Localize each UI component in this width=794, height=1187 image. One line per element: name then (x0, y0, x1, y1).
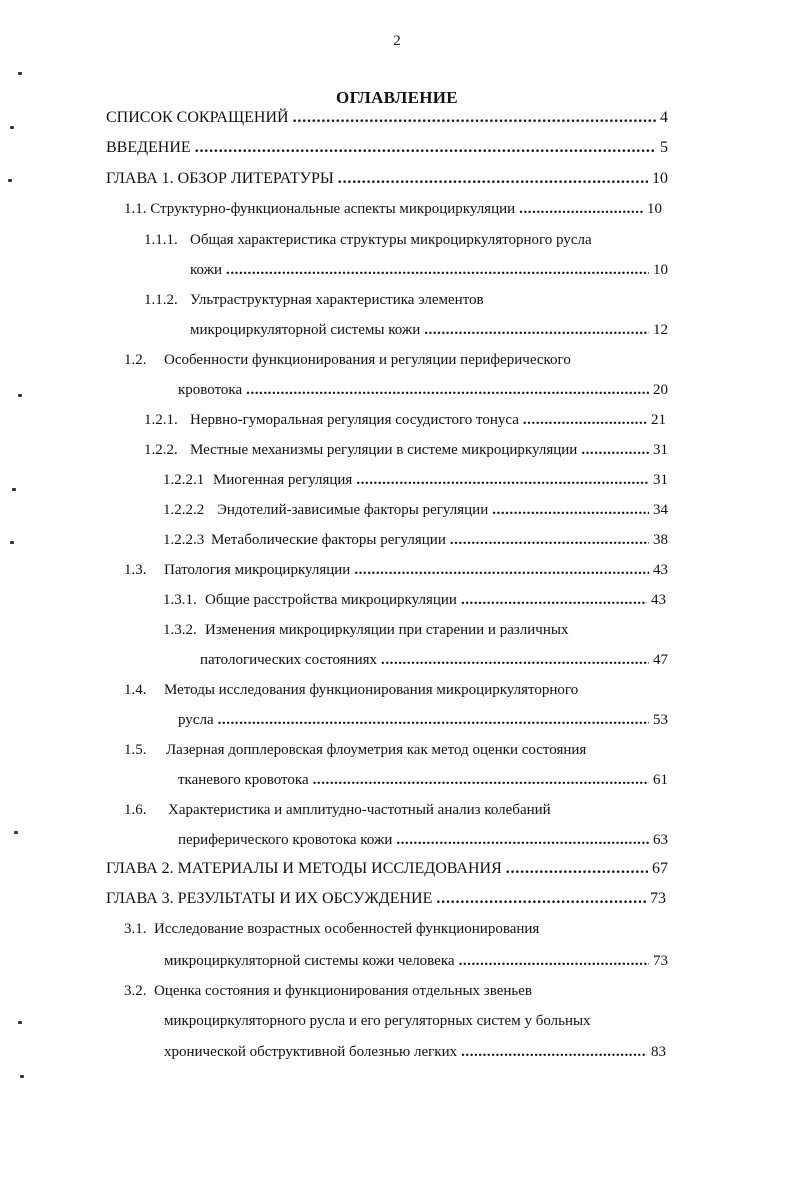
toc-entry-page: 43 (653, 562, 668, 578)
dot-leader (461, 1041, 647, 1063)
toc-entry-page: 20 (653, 382, 668, 398)
toc-entry-number: 1.4. (124, 682, 147, 698)
dot-leader (226, 259, 649, 281)
toc-entry-text: Общая характеристика структуры микроциркуляторного русла (190, 232, 592, 248)
toc-entry-text: микроциркуляторной системы кожи человека (164, 953, 455, 969)
toc-entry-text: Патология микроциркуляции (164, 562, 351, 578)
dot-leader (459, 950, 649, 972)
toc-entry-page: 31 (653, 442, 668, 458)
toc-entry-page: 73 (650, 890, 666, 907)
dot-leader (461, 589, 647, 611)
toc-entry-page: 4 (660, 109, 668, 126)
toc-entry-page: 10 (647, 201, 662, 217)
toc-entry-1-2-2-2[interactable] (163, 499, 668, 521)
toc-entry-number: 1.6. (124, 802, 147, 818)
toc-entry-text: Нервно-гуморальная регуляция сосудистого тонуса (190, 412, 519, 428)
toc-entry-number: 1.3. (124, 562, 147, 578)
toc-entry-text: Особенности функционирования и регуляции периферического (164, 352, 571, 368)
toc-entry-introduction[interactable] (106, 137, 668, 159)
toc-entry-page: 83 (651, 1044, 666, 1060)
toc-entry-chapter-1[interactable] (106, 168, 668, 190)
toc-entry-1-1-1[interactable] (190, 259, 668, 281)
toc-entry-1-5[interactable] (178, 769, 668, 791)
toc-entry-text: тканевого кровотока (178, 772, 309, 788)
toc-entry-number: 1.2. (124, 352, 147, 368)
toc-entry-text: Оценка состояния и функционирования отдельных звеньев (154, 983, 532, 999)
toc-entry-3-2[interactable] (164, 1041, 666, 1063)
toc-entry-1-3-1[interactable] (163, 589, 666, 611)
toc-entry-text: 1.1. Структурно-функциональные аспекты микроциркуляции (124, 201, 516, 217)
dot-leader (354, 559, 649, 581)
toc-entry-text: Ультраструктурная характеристика элементов (190, 292, 484, 308)
dot-leader (313, 769, 649, 791)
toc-entry-page: 63 (653, 832, 668, 848)
dot-leader (381, 649, 649, 671)
toc-entry-number: 1.3.2. (163, 622, 197, 638)
toc-entry-number: 3.2. (124, 983, 147, 999)
toc-entry-page: 34 (653, 502, 668, 518)
toc-entry-1-1[interactable] (124, 198, 662, 220)
toc-entry-number: 1.2.2. (144, 442, 178, 458)
scan-mark (20, 1075, 24, 1078)
toc-entry-text: периферического кровотока кожи (178, 832, 393, 848)
scan-mark (8, 179, 12, 182)
toc-entry-1-3[interactable] (124, 559, 668, 581)
toc-entry-text: Исследование возрастных особенностей функционирования (154, 921, 540, 937)
toc-entry-page: 12 (653, 322, 668, 338)
toc-entry-text: патологических состояниях (200, 652, 378, 668)
scan-mark (12, 488, 16, 491)
toc-entry-number: 1.3.1. (163, 592, 197, 608)
dot-leader (356, 469, 649, 491)
scan-mark (10, 541, 14, 544)
toc-entry-number: 1.2.2.1 (163, 472, 205, 488)
toc-entry-page: 47 (653, 652, 668, 668)
toc-entry-1-3-2[interactable] (200, 649, 668, 671)
toc-entry-number: 1.5. (124, 742, 147, 758)
scan-mark (18, 72, 22, 75)
toc-entry-1-4[interactable] (178, 709, 668, 731)
toc-entry-number: 1.2.1. (144, 412, 178, 428)
dot-leader (523, 409, 647, 431)
dot-leader (424, 319, 649, 341)
toc-entry-text: Лазерная допплеровская флоуметрия как метод оценки состояния (166, 742, 587, 758)
page-number: 2 (393, 33, 401, 49)
toc-entry-text: русла (178, 712, 214, 728)
toc-entry-text: Эндотелий-зависимые факторы регуляции (217, 502, 489, 518)
toc-entry-text: Метаболические факторы регуляции (211, 532, 446, 548)
dot-leader (519, 198, 643, 220)
toc-entry-text: хронической обструктивной болезнью легких (164, 1044, 458, 1060)
dot-leader (396, 829, 649, 851)
dot-leader (492, 499, 649, 521)
dot-leader (338, 168, 648, 190)
toc-entry-text: Методы исследования функционирования микроциркуляторного (164, 682, 579, 698)
toc-entry-number: 1.2.2.2 (163, 502, 205, 518)
toc-entry-chapter-2[interactable] (106, 858, 668, 880)
dot-leader (246, 379, 649, 401)
scan-mark (18, 1021, 22, 1024)
toc-entry-number: 1.1.1. (144, 232, 178, 248)
scan-mark (10, 126, 14, 129)
toc-entry-text: ВВЕДЕНИЕ (106, 139, 191, 156)
toc-entry-3-1[interactable] (164, 950, 668, 972)
toc-entry-text: Изменения микроциркуляции при старении и различных (205, 622, 569, 638)
toc-entry-1-2[interactable] (178, 379, 668, 401)
scan-mark (18, 394, 22, 397)
dot-leader (195, 137, 656, 159)
toc-entry-text: Миогенная регуляция (213, 472, 353, 488)
toc-entry-text: Характеристика и амплитудно-частотный анализ колебаний (168, 802, 551, 818)
toc-entry-number: 1.2.2.3 (163, 532, 205, 548)
toc-entry-page: 31 (653, 472, 668, 488)
toc-entry-text: кожи (190, 262, 223, 278)
toc-entry-page: 43 (651, 592, 666, 608)
dot-leader (506, 858, 648, 880)
toc-entry-page: 21 (651, 412, 666, 428)
dot-leader (581, 439, 649, 461)
toc-title: ОГЛАВЛЕНИЕ (336, 88, 458, 107)
toc-entry-text: СПИСОК СОКРАЩЕНИЙ (106, 109, 289, 126)
toc-entry-text: Местные механизмы регуляции в системе микроциркуляции (190, 442, 578, 458)
toc-entry-1-6[interactable] (178, 829, 668, 851)
toc-entry-1-2-2[interactable] (144, 439, 668, 461)
scan-mark (14, 831, 18, 834)
dot-leader (450, 529, 649, 551)
toc-entry-text: микроциркуляторного русла и его регуляторных систем у больных (164, 1013, 591, 1029)
toc-entry-1-2-2-1[interactable] (163, 469, 668, 491)
toc-entry-page: 10 (653, 262, 668, 278)
toc-entry-text: кровотока (178, 382, 243, 398)
toc-entry-page: 53 (653, 712, 668, 728)
toc-entry-text: ГЛАВА 1. ОБЗОР ЛИТЕРАТУРЫ (106, 170, 334, 187)
toc-entry-text: Общие расстройства микроциркуляции (205, 592, 457, 608)
toc-entry-1-2-2-3[interactable] (163, 529, 668, 551)
toc-entry-page: 5 (660, 139, 668, 156)
toc-entry-text: микроциркуляторной системы кожи (190, 322, 421, 338)
toc-entry-1-2-1[interactable] (144, 409, 666, 431)
dot-leader (218, 709, 649, 731)
dot-leader (436, 888, 646, 910)
toc-entry-chapter-3[interactable] (106, 888, 666, 910)
toc-entry-page: 61 (653, 772, 668, 788)
toc-entry-number: 1.1.2. (144, 292, 178, 308)
dot-leader (293, 107, 656, 129)
toc-entry-page: 73 (653, 953, 668, 969)
toc-entry-page: 67 (652, 860, 668, 877)
toc-entry-text: ГЛАВА 3. РЕЗУЛЬТАТЫ И ИХ ОБСУЖДЕНИЕ (106, 890, 433, 907)
toc-entry-page: 38 (653, 532, 668, 548)
toc-entry-text: ГЛАВА 2. МАТЕРИАЛЫ И МЕТОДЫ ИССЛЕДОВАНИЯ (106, 860, 502, 877)
toc-entry-abbreviations[interactable] (106, 107, 668, 129)
toc-entry-1-1-2[interactable] (190, 319, 668, 341)
toc-entry-number: 3.1. (124, 921, 147, 937)
toc-entry-page: 10 (652, 170, 668, 187)
